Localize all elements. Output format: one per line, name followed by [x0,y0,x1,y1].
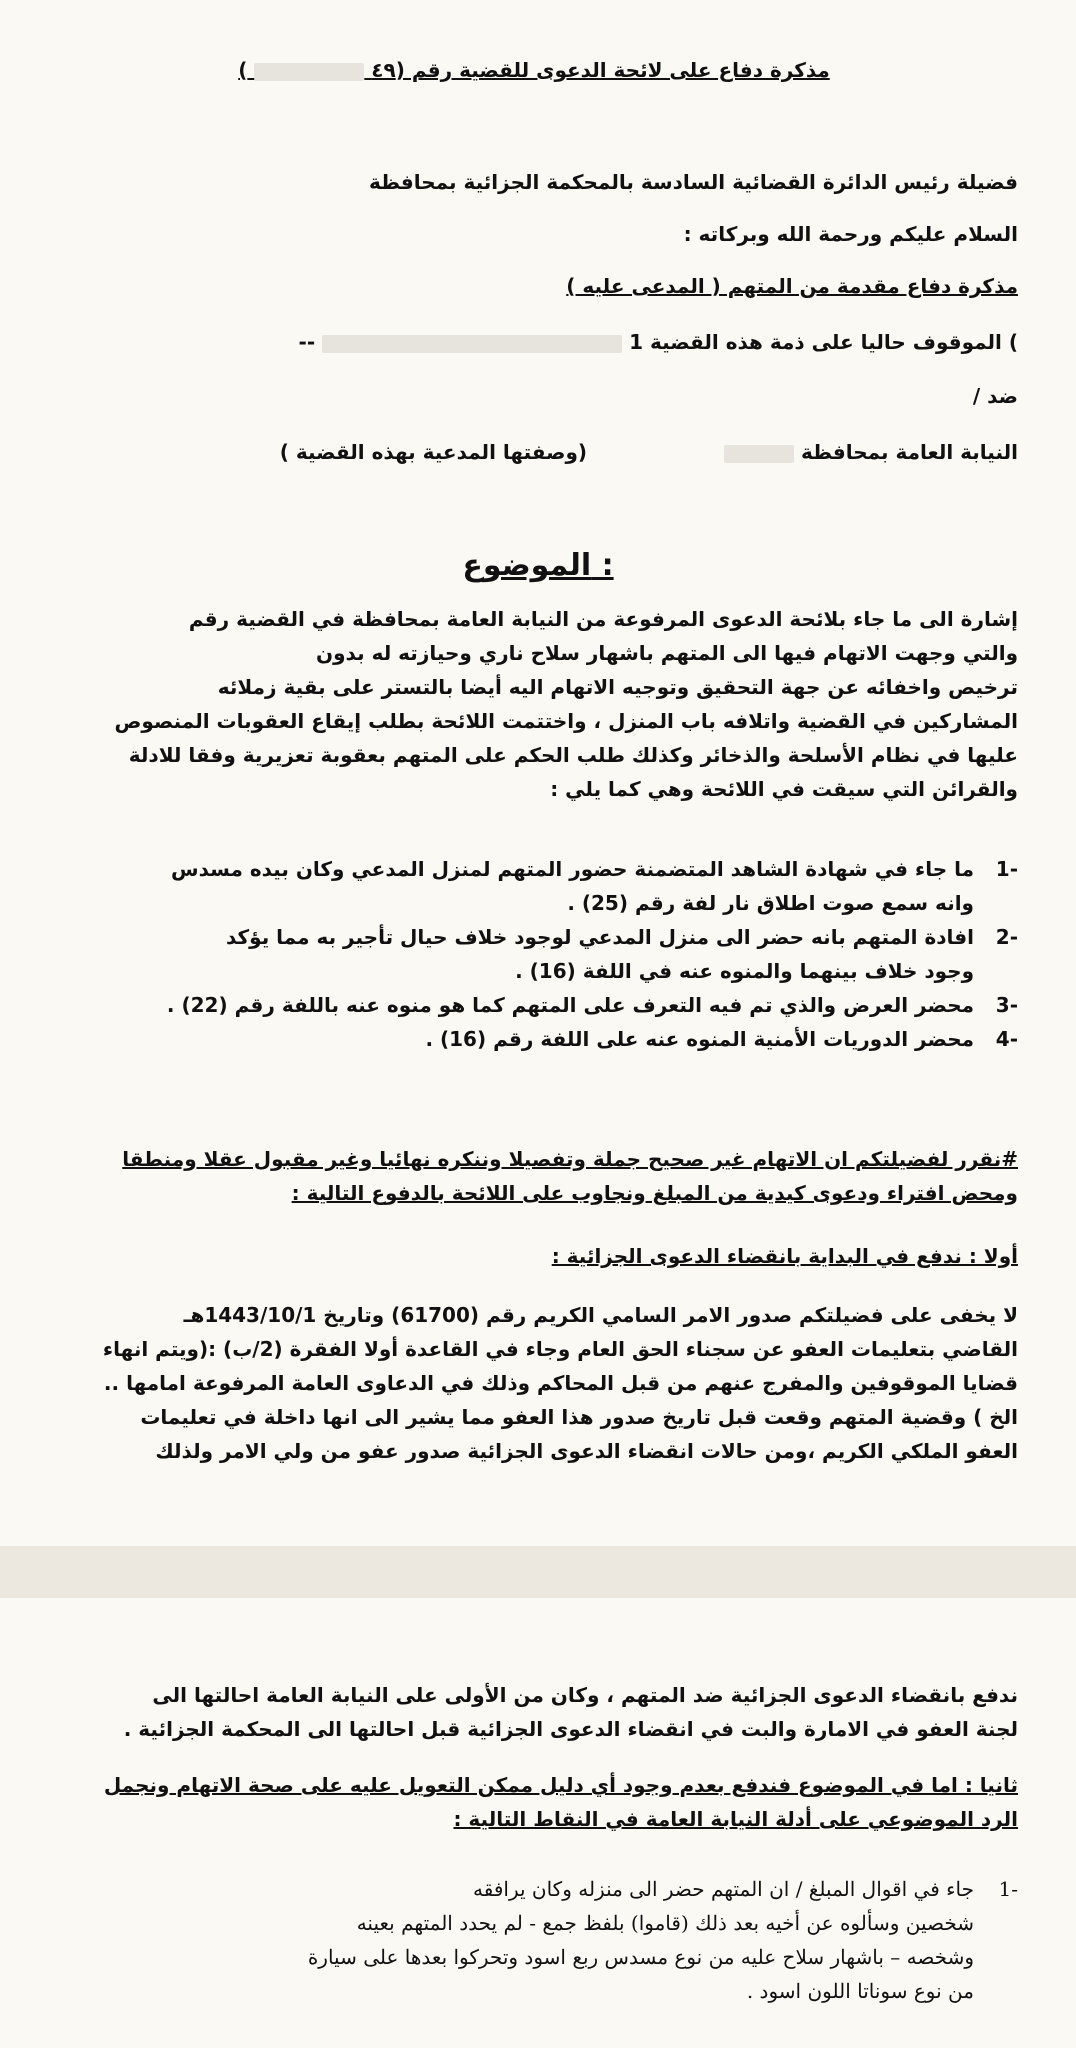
second-defense-list [50,1872,1018,2008]
evidence-list [50,852,1018,1056]
intro-paragraph: إشارة الى ما جاء بلائحة الدعوى المرفوعة من النيابة العامة بمحافظة في القضية رقم والتي وجهت الاتهام فيها الى المتهم باشهار سلاح ناري وحيازته له بدون ترخيص واخفائه عن جهة التحقيق وتوجيه الاتهام اليه أيضا بالتستر على بقية زملائه المشاركين في القضية واتلافه باب المنزل ، واختتمت اللائحة بطلب إيقاع العقوبات المنصوص عليها في نظام الأسلحة والذخائر وكذلك طلب الحكم على المتهم بعقوبة تعزيرية وفقا للادلة والقرائن التي سيقت في اللائحة وهي كما يلي : [114,607,1018,801]
list-item: -1 ما جاء في شهادة الشاهد المتضمنة حضور المتهم لمنزل المدعي وكان بيده مسدس وانه سمع صوت اطلاق نار لفة رقم (25) . [170,857,1018,915]
continuation-paragraph: ندفع بانقضاء الدعوى الجزائية ضد المتهم ، وكان من الأولى على النيابة العامة احالتها الى لجنة العفو في الامارة والبت في انقضاء الدعوى الجزائية قبل احالتها الى المحكمة الجزائية . [123,1683,1018,1741]
second-defense-paragraph: ثانيا : اما في الموضوع فندفع بعدم وجود أي دليل ممكن التعويل عليه على صحة الاتهام ونجمل الرد الموضوعي على أدلة النيابة العامة في النقاط التالية : [103,1773,1018,1831]
list-item: -2 افادة المتهم بانه حضر الى منزل المدعي لوجود خلاف حيال تأجير به مما يؤكد وجود خلاف بينهما والمنوه عنه في اللفة (16) . [225,925,1018,983]
denial-paragraph: #نقرر لفضيلتكم ان الاتهام غير صحيح جملة وتفصيلا وننكره نهائيا وغير مقبول عقلا ومنطقا ومحض افتراء ودعوى كيدية من المبلغ ونجاوب على اللائحة بالدفوع التالية : [122,1147,1018,1205]
prosecution-line: النيابة العامة بمحافظة (وصفتها المدعية بهذه القضية ) [279,440,1018,464]
redacted-name [322,335,622,353]
list-item: -1 جاء في اقوال المبلغ / ان المتهم حضر الى منزله وكان يرافقه شخصين وسألوه عن أخيه بعد ذلك (قاموا) بلفظ جمع - لم يحدد المتهم بعينه وشخصه – باشهار سلاح عليه من نوع مسدس ربع اسود وتحركوا بعدها على سيارة من نوع سوناتا اللون اسود . [307,1877,1018,2003]
first-defense-heading: أولا : ندفع في البداية بانقضاء الدعوى الجزائية : [551,1244,1018,1268]
page-gap [0,1546,1076,1598]
document-page-2 [0,1598,1076,2048]
redacted-case-number [254,63,364,81]
document-title: مذكرة دفاع على لائحة الدعوى للقضية رقم (٤٩ ) [238,58,830,82]
list-item: -3 محضر العرض والذي تم فيه التعرف على المتهم كما هو منوه عنه باللفة رقم (22) . [166,993,1018,1017]
memo-from-line: مذكرة دفاع مقدمة من المتهم ( المدعى عليه ) [566,274,1018,298]
greeting-line: السلام عليكم ورحمة الله وبركاته : [683,222,1018,246]
against-line: ضد / [972,384,1018,408]
list-item: -4 محضر الدوريات الأمنية المنوه عنه على اللفة رقم (16) . [425,1027,1018,1051]
redacted-city [724,445,794,463]
addressee-line: فضيلة رئيس الدائرة القضائية السادسة بالمحكمة الجزائية بمحافظة [368,170,1018,194]
first-defense-paragraph: لا يخفى على فضيلتكم صدور الامر السامي الكريم رقم (61700) وتاريخ 1443/10/1هـ القاضي بتعليمات العفو عن سجناء الحق العام وجاء في القاعدة أولا الفقرة (2/ب) :(ويتم انهاء قضايا الموقوفين والمفرج عنهم من قبل المحاكم وذلك في الدعاوى العامة المرفوعة امامها .. الخ ) وقضية المتهم وقعت قبل تاريخ صدور هذا العفو مما يشير الى انها داخلة في تعليمات العفو الملكي الكريم ،ومن حالات انقضاء الدعوى الجزائية صدور عفو من ولي الامر ولذلك [102,1303,1018,1463]
subject-heading: الموضوع : [462,548,614,583]
detained-line: ) الموقوف حاليا على ذمة هذه القضية 1 -- [298,330,1018,354]
